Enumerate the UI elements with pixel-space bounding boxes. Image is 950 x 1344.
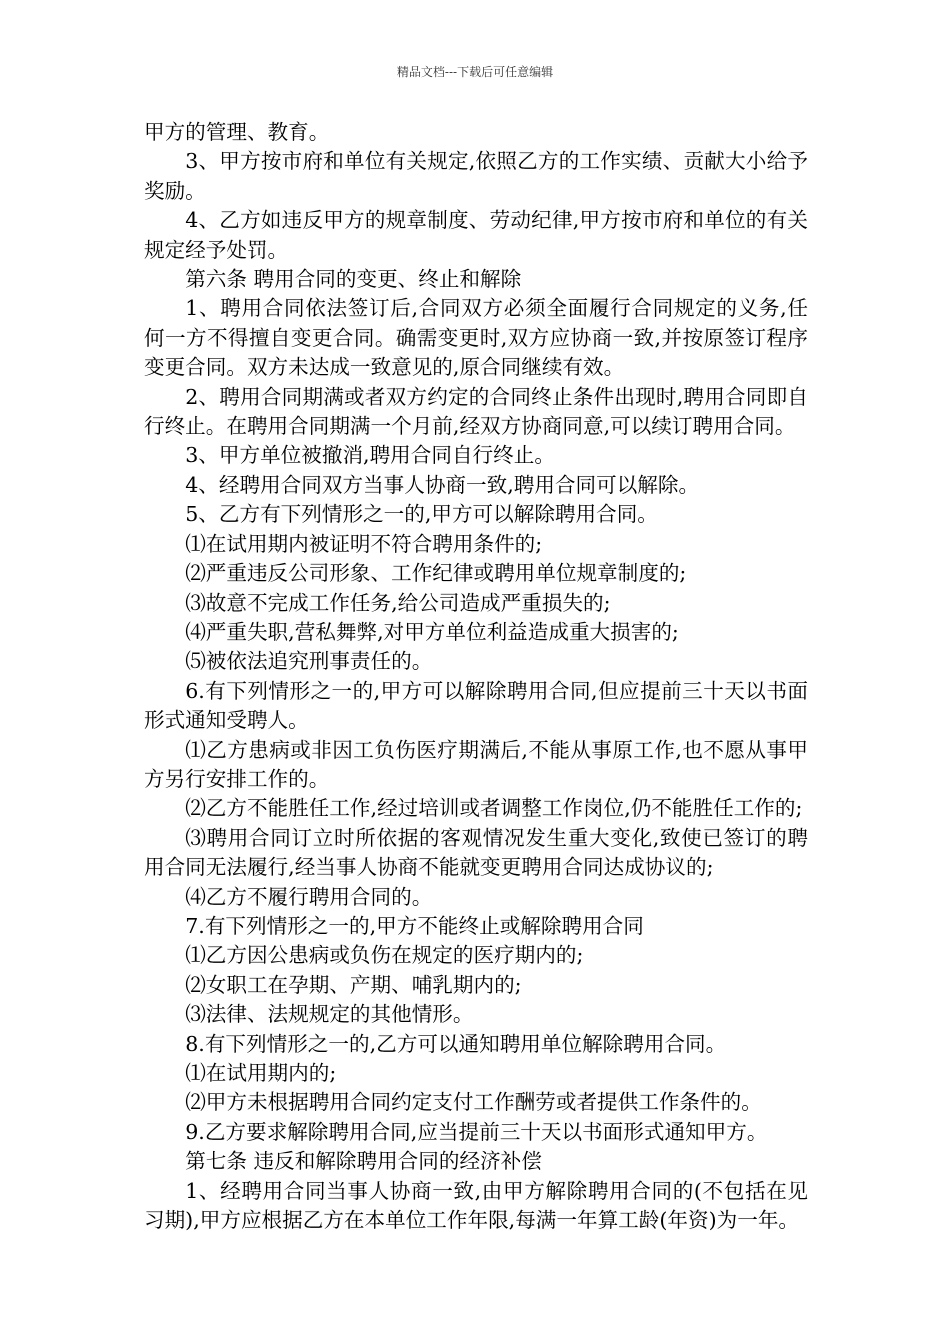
list-item: ⑴乙方患病或非因工负伤医疗期满后,不能从事原工作,也不愿从事甲方另行安排工作的。 <box>144 737 808 791</box>
page-header: 精品文档---下载后可任意编辑 <box>396 65 554 79</box>
list-item: ⑸被依法追究刑事责任的。 <box>185 649 433 674</box>
paragraph: 4、乙方如违反甲方的规章制度、劳动纪律,甲方按市府和单位的有关规定经予处罚。 <box>144 208 808 262</box>
paragraph: 7.有下列情形之一的,甲方不能终止或解除聘用合同 <box>185 913 644 938</box>
list-item: ⑵甲方未根据聘用合同约定支付工作酬劳或者提供工作条件的。 <box>185 1090 762 1115</box>
list-item: ⑵严重违反公司形象、工作纪律或聘用单位规章制度的; <box>185 561 687 586</box>
paragraph: 3、甲方按市府和单位有关规定,依照乙方的工作实绩、贡献大小给予奖励。 <box>144 149 808 203</box>
paragraph: 5、乙方有下列情形之一的,甲方可以解除聘用合同。 <box>185 502 658 527</box>
list-item: ⑷严重失职,营私舞弊,对甲方单位利益造成重大损害的; <box>185 619 679 644</box>
list-item: ⑴乙方因公患病或负伤在规定的医疗期内的; <box>185 943 584 968</box>
list-item: ⑴在试用期内被证明不符合聘用条件的; <box>185 531 543 556</box>
paragraph: 4、经聘用合同双方当事人协商一致,聘用合同可以解除。 <box>185 472 700 497</box>
list-item: ⑴在试用期内的; <box>185 1061 337 1085</box>
paragraph: 甲方的管理、教育。 <box>144 120 330 144</box>
paragraph: 1、经聘用合同当事人协商一致,由甲方解除聘用合同的(不包括在见习期),甲方应根据乙方在本单位工作年限,每满一年算工龄(年资)为一年。 <box>144 1178 808 1233</box>
paragraph: 8.有下列情形之一的,乙方可以通知聘用单位解除聘用合同。 <box>185 1031 727 1056</box>
list-item: ⑵乙方不能胜任工作,经过培训或者调整工作岗位,仍不能胜任工作的; <box>185 796 803 821</box>
paragraph: 3、甲方单位被撤消,聘用合同自行终止。 <box>185 443 555 468</box>
paragraph: 6.有下列情形之一的,甲方可以解除聘用合同,但应提前三十天以书面形式通知受聘人。 <box>144 678 808 733</box>
paragraph: 2、聘用合同期满或者双方约定的合同终止条件出现时,聘用合同即自行终止。在聘用合同期满一个月前,经双方协商同意,可以续订聘用合同。 <box>144 384 808 439</box>
list-item: ⑶故意不完成工作任务,给公司造成严重损失的; <box>185 590 611 615</box>
list-item: ⑵女职工在孕期、产期、哺乳期内的; <box>185 972 522 997</box>
paragraph: 1、聘用合同依法签订后,合同双方必须全面履行合同规定的义务,任何一方不得擅自变更合同。确需变更时,双方应协商一致,并按原签订程序变更合同。双方未达成一致意见的,原合同继续有效。 <box>144 296 808 380</box>
paragraph: 9.乙方要求解除聘用合同,应当提前三十天以书面形式通知甲方。 <box>185 1119 768 1144</box>
section-heading: 第六条 聘用合同的变更、终止和解除 <box>185 267 522 292</box>
list-item: ⑶聘用合同订立时所依据的客观情况发生重大变化,致使已签订的聘用合同无法履行,经当事人协商不能就变更聘用合同达成协议的; <box>144 825 808 880</box>
list-item: ⑷乙方不履行聘用合同的。 <box>185 884 433 909</box>
section-heading: 第七条 违反和解除聘用合同的经济补偿 <box>185 1149 542 1174</box>
document-body <box>144 118 808 1235</box>
list-item: ⑶法律、法规规定的其他情形。 <box>185 1002 474 1027</box>
